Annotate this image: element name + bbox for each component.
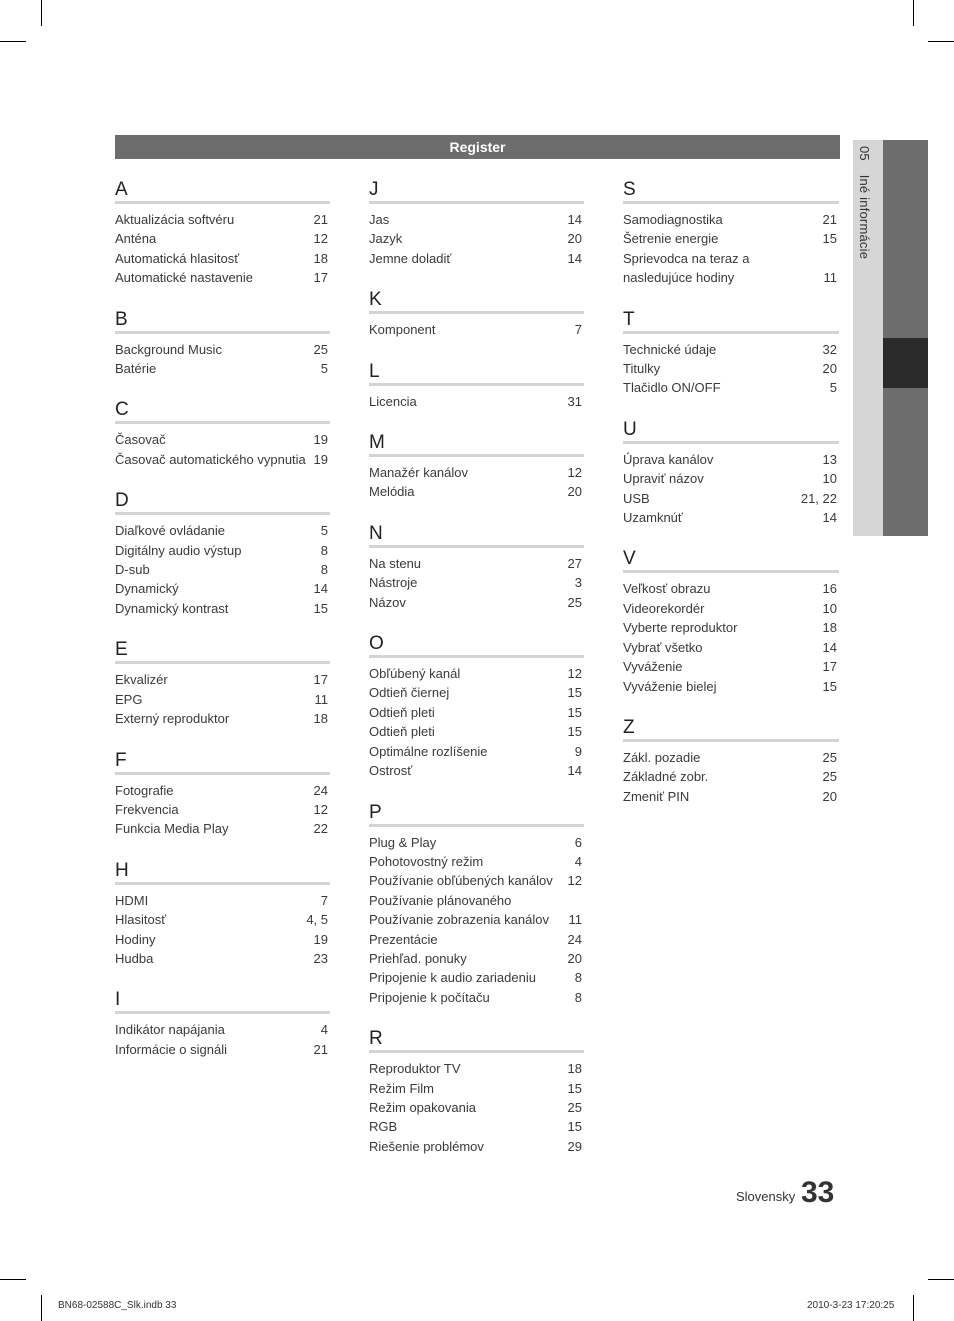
index-entry bbox=[623, 508, 839, 527]
index-entry bbox=[623, 378, 839, 397]
index-section-e bbox=[115, 640, 330, 728]
imprint-timestamp: 2010-3-23 17:20:25 bbox=[807, 1300, 895, 1311]
entry-page: 14 bbox=[313, 581, 328, 597]
entry-term: Melódia bbox=[369, 484, 415, 500]
entry-page: 18 bbox=[313, 711, 328, 727]
entry-page: 12 bbox=[313, 231, 328, 247]
entry-term: HDMI bbox=[115, 892, 149, 908]
entry-term: Jazyk bbox=[369, 231, 403, 247]
entry-term: Indikátor napájania bbox=[115, 1022, 225, 1038]
index-entry bbox=[115, 430, 330, 449]
entry-page: 15 bbox=[567, 704, 582, 720]
entry-page: 4 bbox=[574, 853, 582, 869]
index-entry bbox=[115, 521, 330, 540]
entry-page: 12 bbox=[567, 873, 582, 889]
entry-term: Samodiagnostika bbox=[623, 212, 723, 227]
index-entry bbox=[369, 968, 584, 987]
section-letter: H bbox=[115, 861, 330, 885]
crop-mark bbox=[913, 1295, 914, 1321]
crop-mark bbox=[913, 0, 914, 26]
entry-page: 8 bbox=[320, 542, 328, 558]
section-letter: A bbox=[115, 180, 330, 204]
index-column-1 bbox=[115, 180, 330, 1081]
entry-page: 18 bbox=[313, 250, 328, 266]
chapter-tab-marker bbox=[883, 338, 928, 388]
index-entry bbox=[623, 579, 839, 598]
entry-term: Vybrať všetko bbox=[623, 639, 703, 655]
index-section-r bbox=[369, 1029, 584, 1156]
index-entry bbox=[369, 1117, 584, 1136]
entry-term: Používanie obľúbených kanálov bbox=[369, 873, 553, 889]
entry-page: 4, 5 bbox=[306, 912, 328, 928]
section-letter: J bbox=[369, 180, 584, 204]
index-entry bbox=[369, 229, 584, 248]
entry-term: Režim Film bbox=[369, 1080, 434, 1096]
entry-term: Fotografie bbox=[115, 782, 174, 798]
entry-term: Pripojenie k audio zariadeniu bbox=[369, 970, 536, 986]
index-section-h bbox=[115, 861, 330, 969]
entry-page: 18 bbox=[567, 1061, 582, 1077]
index-entry bbox=[115, 800, 330, 819]
entry-page: 15 bbox=[567, 685, 582, 701]
entry-term: Anténa bbox=[115, 231, 157, 247]
entry-term: Hlasitosť bbox=[115, 912, 167, 928]
entry-term: Jemne doladiť bbox=[369, 250, 452, 266]
index-section-d bbox=[115, 491, 330, 618]
section-letter: M bbox=[369, 433, 584, 457]
index-entry bbox=[115, 579, 330, 598]
section-letter: K bbox=[369, 290, 584, 314]
index-section-u bbox=[623, 420, 839, 528]
entry-page: 5 bbox=[320, 523, 328, 539]
entry-term: Reproduktor TV bbox=[369, 1061, 461, 1077]
section-letter: V bbox=[623, 549, 839, 573]
entry-term: Frekvencia bbox=[115, 801, 179, 817]
index-entry bbox=[115, 709, 330, 728]
entry-page: 15 bbox=[567, 1119, 582, 1135]
entry-term: Funkcia Media Play bbox=[115, 821, 229, 837]
entry-page: 15 bbox=[822, 231, 837, 247]
index-entry bbox=[369, 683, 584, 702]
entry-page: 10 bbox=[822, 600, 837, 616]
chapter-title: Iné informácie bbox=[857, 174, 872, 260]
index-section-j bbox=[369, 180, 584, 268]
index-section-f bbox=[115, 751, 330, 839]
entry-term: Externý reproduktor bbox=[115, 711, 230, 727]
entry-page: 13 bbox=[822, 451, 837, 467]
index-entry bbox=[369, 742, 584, 761]
index-entry bbox=[623, 450, 839, 469]
index-entry bbox=[115, 359, 330, 378]
entry-page: 11 bbox=[314, 691, 328, 707]
entry-term: Na stenu bbox=[369, 555, 422, 571]
crop-mark bbox=[928, 1279, 954, 1280]
entry-page: 5 bbox=[320, 361, 328, 377]
index-section-i bbox=[115, 990, 330, 1059]
index-column-2 bbox=[369, 180, 584, 1178]
entry-term: Riešenie problémov bbox=[369, 1138, 484, 1154]
section-letter: D bbox=[115, 491, 330, 515]
section-letter: F bbox=[115, 751, 330, 775]
section-letter: R bbox=[369, 1029, 584, 1053]
entry-term: Technické údaje bbox=[623, 341, 717, 357]
index-entry bbox=[115, 670, 330, 689]
entry-page: 15 bbox=[567, 1080, 582, 1096]
footer-language: Slovensky bbox=[736, 1189, 796, 1204]
entry-term: Jas bbox=[369, 212, 390, 227]
entry-page: 22 bbox=[313, 821, 328, 837]
entry-term: Diaľkové ovládanie bbox=[115, 523, 226, 539]
imprint-file: BN68-02588C_Slk.indb 33 bbox=[58, 1300, 177, 1311]
entry-term: Uzamknúť bbox=[623, 510, 683, 526]
index-entry bbox=[369, 664, 584, 683]
entry-term: Ekvalizér bbox=[115, 672, 168, 688]
entry-term: Odtieň čiernej bbox=[369, 685, 450, 701]
entry-page: 19 bbox=[313, 432, 328, 448]
entry-page: 4 bbox=[320, 1022, 328, 1038]
chapter-number: 05 bbox=[857, 146, 872, 161]
index-entry bbox=[623, 469, 839, 488]
entry-term: Titulky bbox=[623, 361, 661, 377]
index-entry bbox=[115, 210, 330, 229]
entry-page: 14 bbox=[567, 763, 582, 779]
entry-term: Background Music bbox=[115, 341, 222, 357]
index-entry bbox=[369, 1059, 584, 1078]
entry-term: Časovač automatického vypnutia bbox=[115, 451, 306, 467]
index-section-k bbox=[369, 290, 584, 339]
entry-page: 31 bbox=[567, 393, 582, 409]
index-entry bbox=[369, 871, 584, 890]
index-entry bbox=[115, 268, 330, 287]
entry-page: 3 bbox=[574, 575, 582, 591]
index-entry bbox=[369, 910, 584, 929]
entry-page: 14 bbox=[567, 212, 582, 227]
index-section-s bbox=[623, 180, 839, 288]
entry-page: 25 bbox=[567, 1099, 582, 1115]
index-entry bbox=[369, 1098, 584, 1117]
index-entry bbox=[623, 599, 839, 618]
entry-page: 7 bbox=[320, 892, 328, 908]
section-letter: E bbox=[115, 640, 330, 664]
entry-page: 17 bbox=[822, 659, 837, 675]
index-entry bbox=[115, 949, 330, 968]
index-entry bbox=[369, 463, 584, 482]
entry-term: RGB bbox=[369, 1119, 398, 1135]
index-section-m bbox=[369, 433, 584, 502]
entry-term: Šetrenie energie bbox=[623, 231, 719, 247]
index-entry bbox=[623, 210, 839, 229]
section-letter: B bbox=[115, 310, 330, 334]
entry-page: 27 bbox=[567, 555, 582, 571]
entry-term: Vyberte reproduktor bbox=[623, 620, 738, 636]
entry-page: 20 bbox=[822, 788, 837, 804]
index-section-b bbox=[115, 310, 330, 379]
page-number: 33 bbox=[801, 1176, 835, 1209]
entry-page: 8 bbox=[574, 989, 582, 1005]
index-entry bbox=[623, 787, 839, 806]
index-entry bbox=[623, 767, 839, 786]
index-entry bbox=[115, 229, 330, 248]
crop-mark bbox=[928, 41, 954, 42]
entry-page: 14 bbox=[822, 510, 837, 526]
section-letter: C bbox=[115, 400, 330, 424]
entry-page: 10 bbox=[822, 471, 837, 487]
index-entry bbox=[115, 819, 330, 838]
chapter-label bbox=[857, 146, 872, 259]
entry-term: Názov bbox=[369, 594, 406, 610]
entry-term: Odtieň pleti bbox=[369, 724, 435, 740]
crop-mark bbox=[0, 41, 26, 42]
index-entry bbox=[623, 638, 839, 657]
index-section-o bbox=[369, 634, 584, 780]
index-entry bbox=[369, 1137, 584, 1156]
entry-term: Vyváženie bielej bbox=[623, 678, 717, 694]
entry-term: Používanie zobrazenia kanálov bbox=[369, 912, 549, 928]
entry-term: Automatická hlasitosť bbox=[115, 250, 240, 266]
entry-term: Hodiny bbox=[115, 931, 156, 947]
entry-term: Batérie bbox=[115, 361, 157, 377]
entry-term: Aktualizácia softvéru bbox=[115, 212, 235, 227]
index-entry bbox=[623, 677, 839, 696]
index-section-c bbox=[115, 400, 330, 469]
index-entry bbox=[115, 541, 330, 560]
entry-page: 20 bbox=[822, 361, 837, 377]
index-entry bbox=[115, 891, 330, 910]
index-entry bbox=[369, 703, 584, 722]
entry-page: 15 bbox=[567, 724, 582, 740]
entry-page: 25 bbox=[822, 769, 837, 785]
entry-term: Digitálny audio výstup bbox=[115, 542, 242, 558]
index-entry bbox=[369, 249, 584, 268]
page-title: Register bbox=[115, 135, 840, 159]
index-entry bbox=[115, 930, 330, 949]
index-entry bbox=[115, 599, 330, 618]
index-entry bbox=[623, 618, 839, 637]
index-entry bbox=[369, 1079, 584, 1098]
index-entry bbox=[369, 392, 584, 411]
entry-page: 12 bbox=[313, 801, 328, 817]
entry-page: 12 bbox=[567, 465, 582, 481]
index-entry bbox=[115, 450, 330, 469]
index-entry bbox=[369, 554, 584, 573]
entry-term: Upraviť názov bbox=[623, 471, 704, 487]
entry-term: Pohotovostný režim bbox=[369, 853, 484, 869]
entry-term: Zákl. pozadie bbox=[623, 749, 701, 765]
entry-term: Režim opakovania bbox=[369, 1099, 476, 1115]
index-entry bbox=[369, 593, 584, 612]
entry-term: Odtieň pleti bbox=[369, 704, 435, 720]
entry-page: 17 bbox=[313, 672, 328, 688]
section-letter: O bbox=[369, 634, 584, 658]
index-entry bbox=[623, 657, 839, 676]
entry-page: 11 bbox=[823, 270, 837, 286]
entry-term: Dynamický bbox=[115, 581, 179, 597]
entry-page: 15 bbox=[822, 678, 837, 694]
index-entry bbox=[115, 249, 330, 268]
index-entry bbox=[115, 690, 330, 709]
index-entry bbox=[369, 988, 584, 1007]
index-entry bbox=[623, 229, 839, 248]
index-entry bbox=[115, 560, 330, 579]
entry-page: 24 bbox=[313, 782, 328, 798]
entry-page: 16 bbox=[822, 581, 837, 597]
entry-page: 6 bbox=[574, 834, 582, 850]
entry-page: 7 bbox=[574, 322, 582, 338]
entry-page: 29 bbox=[567, 1138, 582, 1154]
entry-page: 19 bbox=[313, 931, 328, 947]
entry-page: 21, 22 bbox=[800, 490, 837, 506]
entry-term: Prezentácie bbox=[369, 931, 438, 947]
index-entry bbox=[369, 833, 584, 852]
index-entry bbox=[115, 1020, 330, 1039]
index-entry bbox=[369, 210, 584, 229]
section-letter: I bbox=[115, 990, 330, 1014]
entry-term: Informácie o signáli bbox=[115, 1041, 227, 1057]
entry-term: Pripojenie k počítaču bbox=[369, 989, 490, 1005]
crop-mark bbox=[41, 1295, 42, 1321]
index-section-n bbox=[369, 524, 584, 612]
entry-term: Videorekordér bbox=[623, 600, 705, 616]
index-entry bbox=[369, 930, 584, 949]
index-section-l bbox=[369, 362, 584, 411]
entry-page: 20 bbox=[567, 484, 582, 500]
index-entry bbox=[115, 1040, 330, 1059]
entry-page: 15 bbox=[313, 600, 328, 616]
entry-term: Časovač bbox=[115, 432, 166, 448]
index-entry bbox=[369, 949, 584, 968]
entry-page: 11 bbox=[568, 912, 582, 928]
crop-mark bbox=[0, 1279, 26, 1280]
entry-page: 25 bbox=[313, 341, 328, 357]
section-letter: S bbox=[623, 180, 839, 204]
index-entry bbox=[115, 781, 330, 800]
index-entry bbox=[623, 359, 839, 378]
entry-term: Tlačidlo ON/OFF bbox=[623, 380, 721, 396]
entry-page: 23 bbox=[313, 950, 328, 966]
entry-term: Licencia bbox=[369, 393, 417, 409]
entry-page: 20 bbox=[567, 231, 582, 247]
entry-term: Obľúbený kanál bbox=[369, 666, 461, 682]
entry-page: 24 bbox=[567, 931, 582, 947]
entry-term: Používanie plánovaného bbox=[369, 892, 512, 908]
index-entry bbox=[115, 340, 330, 359]
index-entry bbox=[369, 852, 584, 871]
entry-page: 21 bbox=[313, 212, 328, 227]
entry-page: 17 bbox=[313, 270, 328, 286]
entry-term: Priehľad. ponuky bbox=[369, 950, 467, 966]
entry-term: Nástroje bbox=[369, 575, 418, 591]
entry-page: 21 bbox=[822, 212, 837, 227]
section-letter: N bbox=[369, 524, 584, 548]
entry-term: Veľkosť obrazu bbox=[623, 581, 711, 597]
index-section-t bbox=[623, 310, 839, 398]
entry-term: Manažér kanálov bbox=[369, 465, 468, 481]
entry-term: Ostrosť bbox=[369, 763, 413, 779]
entry-page: 25 bbox=[567, 594, 582, 610]
entry-page: 21 bbox=[313, 1041, 328, 1057]
index-entry bbox=[369, 320, 584, 339]
crop-mark bbox=[41, 0, 42, 26]
entry-page: 8 bbox=[320, 562, 328, 578]
entry-term: D-sub bbox=[115, 562, 150, 578]
entry-page: 20 bbox=[567, 950, 582, 966]
entry-page: 14 bbox=[822, 639, 837, 655]
index-section-v bbox=[623, 549, 839, 695]
entry-page: 14 bbox=[567, 250, 582, 266]
index-entry bbox=[369, 722, 584, 741]
index-entry bbox=[115, 910, 330, 929]
entry-page: 19 bbox=[313, 451, 328, 467]
entry-term: Optimálne rozlíšenie bbox=[369, 743, 488, 759]
entry-page: 18 bbox=[822, 620, 837, 636]
entry-term: Plug & Play bbox=[369, 834, 437, 850]
index-entry bbox=[369, 761, 584, 780]
index-entry bbox=[623, 748, 839, 767]
entry-term: Zmeniť PIN bbox=[623, 788, 690, 804]
index-section-p bbox=[369, 803, 584, 1008]
index-entry bbox=[623, 249, 839, 288]
entry-page: 25 bbox=[822, 749, 837, 765]
index-section-a bbox=[115, 180, 330, 288]
entry-term: EPG bbox=[115, 691, 143, 707]
section-letter: Z bbox=[623, 718, 839, 742]
index-entry bbox=[623, 340, 839, 359]
entry-term: Hudba bbox=[115, 950, 154, 966]
entry-page: 5 bbox=[829, 380, 837, 396]
entry-page: 32 bbox=[822, 341, 837, 357]
index-entry bbox=[369, 573, 584, 592]
index-section-z bbox=[623, 718, 839, 806]
entry-page: 9 bbox=[574, 743, 582, 759]
entry-term: Sprievodca na teraz a nasledujúce hodiny bbox=[623, 250, 750, 286]
entry-term: Dynamický kontrast bbox=[115, 600, 229, 616]
section-letter: T bbox=[623, 310, 839, 334]
entry-term: USB bbox=[623, 490, 650, 506]
index-entry bbox=[623, 489, 839, 508]
index-entry bbox=[369, 891, 584, 910]
entry-term: Základné zobr. bbox=[623, 769, 709, 785]
entry-term: Úprava kanálov bbox=[623, 451, 714, 467]
entry-term: Vyváženie bbox=[623, 659, 683, 675]
section-letter: L bbox=[369, 362, 584, 386]
index-entry bbox=[369, 482, 584, 501]
entry-page: 12 bbox=[567, 666, 582, 682]
entry-term: Komponent bbox=[369, 322, 436, 338]
section-letter: U bbox=[623, 420, 839, 444]
entry-page: 8 bbox=[574, 970, 582, 986]
entry-term: Automatické nastavenie bbox=[115, 270, 254, 286]
index-column-3 bbox=[623, 180, 839, 828]
section-letter: P bbox=[369, 803, 584, 827]
